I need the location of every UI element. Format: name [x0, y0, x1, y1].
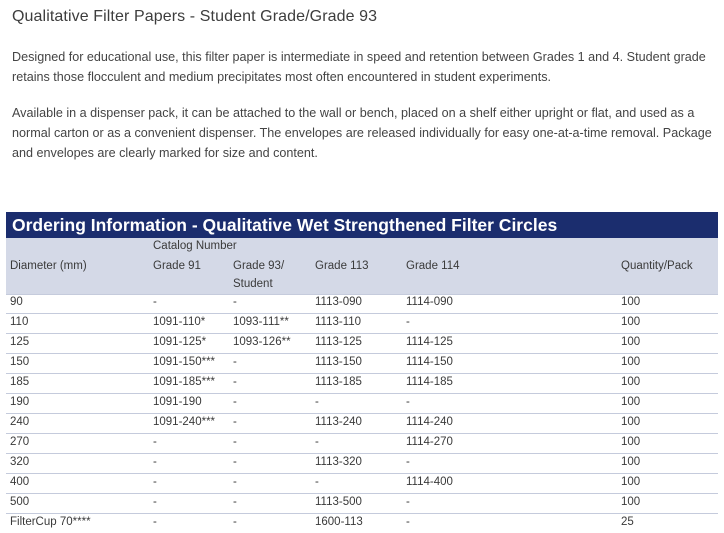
cell-grade-93: 1093-126** — [233, 336, 291, 348]
header-diameter: Diameter (mm) — [10, 260, 87, 272]
cell-diameter: 90 — [10, 296, 23, 308]
cell-grade-91: - — [153, 456, 157, 468]
cell-diameter: 240 — [10, 416, 30, 428]
cell-grade-113: - — [315, 396, 319, 408]
cell-grade-114: 1114-150 — [406, 356, 453, 368]
cell-quantity: 100 — [621, 456, 641, 468]
table-header — [6, 238, 718, 294]
cell-grade-91: - — [153, 296, 157, 308]
cell-diameter: 185 — [10, 376, 30, 388]
cell-grade-113: 1113-185 — [315, 376, 362, 388]
cell-diameter: 500 — [10, 496, 30, 508]
cell-grade-93: - — [233, 456, 237, 468]
cell-grade-91: 1091-185*** — [153, 376, 216, 388]
cell-grade-113: 1113-090 — [315, 296, 362, 308]
cell-grade-91: 1091-150*** — [153, 356, 216, 368]
table-row — [6, 494, 718, 514]
cell-grade-114: - — [406, 496, 410, 508]
cell-grade-113: - — [315, 436, 319, 448]
cell-grade-93: - — [233, 436, 237, 448]
header-grade-113: Grade 113 — [315, 260, 369, 272]
cell-grade-114: - — [406, 396, 410, 408]
cell-grade-91: 1091-240*** — [153, 416, 216, 428]
cell-grade-93: - — [233, 516, 237, 528]
cell-grade-93: - — [233, 476, 237, 488]
cell-grade-91: - — [153, 516, 157, 528]
cell-grade-91: 1091-190 — [153, 396, 202, 408]
cell-grade-93: - — [233, 296, 237, 308]
cell-grade-91: - — [153, 436, 157, 448]
cell-grade-93: 1093-111** — [233, 316, 289, 328]
cell-grade-91: - — [153, 476, 157, 488]
catalog-number-group-header: Catalog Number — [153, 240, 237, 252]
cell-quantity: 25 — [621, 516, 634, 528]
cell-quantity: 100 — [621, 496, 641, 508]
header-grade-114: Grade 114 — [406, 260, 460, 272]
cell-grade-114: - — [406, 516, 410, 528]
cell-grade-114: 1114-400 — [406, 476, 453, 488]
table-row — [6, 294, 718, 314]
table-row — [6, 434, 718, 454]
table-row — [6, 514, 718, 533]
cell-grade-114: 1114-185 — [406, 376, 453, 388]
cell-quantity: 100 — [621, 416, 641, 428]
header-grade-91: Grade 91 — [153, 260, 201, 272]
cell-grade-113: 1113-240 — [315, 416, 362, 428]
table-row — [6, 334, 718, 354]
cell-quantity: 100 — [621, 436, 641, 448]
cell-grade-113: 1113-150 — [315, 356, 362, 368]
cell-grade-114: 1114-125 — [406, 336, 453, 348]
cell-grade-113: 1113-125 — [315, 336, 362, 348]
table-row — [6, 414, 718, 434]
cell-grade-93: - — [233, 356, 237, 368]
cell-grade-93: - — [233, 376, 237, 388]
table-row — [6, 394, 718, 414]
cell-grade-113: 1113-110 — [315, 316, 362, 328]
cell-grade-114: - — [406, 316, 410, 328]
cell-diameter: 150 — [10, 356, 30, 368]
cell-grade-113: 1113-320 — [315, 456, 362, 468]
cell-quantity: 100 — [621, 296, 641, 308]
ordering-section-header: Ordering Information - Qualitative Wet Strengthened Filter Circles — [6, 212, 718, 238]
cell-grade-113: 1113-500 — [315, 496, 362, 508]
page-title: Qualitative Filter Papers - Student Grade/Grade 93 — [12, 8, 378, 25]
dispenser-paragraph: Available in a dispenser pack, it can be attached to the wall or bench, placed on a shelf either upright or flat, and used as a normal carton or as a convenient dispenser. The envelopes are released individually for easy one-at-a-time removal. Package and envelopes are clearly marked for size and content. — [12, 106, 712, 160]
cell-grade-91: 1091-125* — [153, 336, 207, 348]
cell-diameter: 270 — [10, 436, 30, 448]
cell-grade-93: - — [233, 396, 237, 408]
header-grade-93: Grade 93/ — [233, 260, 285, 272]
table-body — [6, 294, 718, 533]
cell-grade-114: 1114-270 — [406, 436, 453, 448]
cell-diameter: FilterCup 70**** — [10, 516, 91, 528]
cell-grade-93: - — [233, 496, 237, 508]
table-row — [6, 314, 718, 334]
cell-diameter: 400 — [10, 476, 30, 488]
description-paragraph: Designed for educational use, this filter paper is intermediate in speed and retention between Grades 1 and 4. Student grade retains those flocculent and medium precipitates most often encountered in student experiments. — [12, 50, 706, 84]
table-row — [6, 374, 718, 394]
cell-grade-114: 1114-240 — [406, 416, 453, 428]
table-row — [6, 454, 718, 474]
cell-grade-91: 1091-110* — [153, 316, 206, 328]
header-quantity-pack: Quantity/Pack — [621, 260, 693, 272]
cell-quantity: 100 — [621, 356, 641, 368]
cell-diameter: 190 — [10, 396, 30, 408]
cell-grade-91: - — [153, 496, 157, 508]
cell-grade-93: - — [233, 416, 237, 428]
table-row — [6, 354, 718, 374]
cell-diameter: 125 — [10, 336, 30, 348]
cell-quantity: 100 — [621, 316, 641, 328]
cell-grade-114: - — [406, 456, 410, 468]
cell-grade-114: 1114-090 — [406, 296, 453, 308]
cell-quantity: 100 — [621, 376, 641, 388]
cell-grade-113: - — [315, 476, 319, 488]
cell-grade-113: 1600-113 — [315, 516, 363, 528]
header-grade-93-student: Student — [233, 278, 273, 290]
cell-quantity: 100 — [621, 476, 641, 488]
cell-quantity: 100 — [621, 396, 641, 408]
cell-diameter: 320 — [10, 456, 30, 468]
table-row — [6, 474, 718, 494]
cell-diameter: 110 — [10, 316, 29, 328]
cell-quantity: 100 — [621, 336, 641, 348]
